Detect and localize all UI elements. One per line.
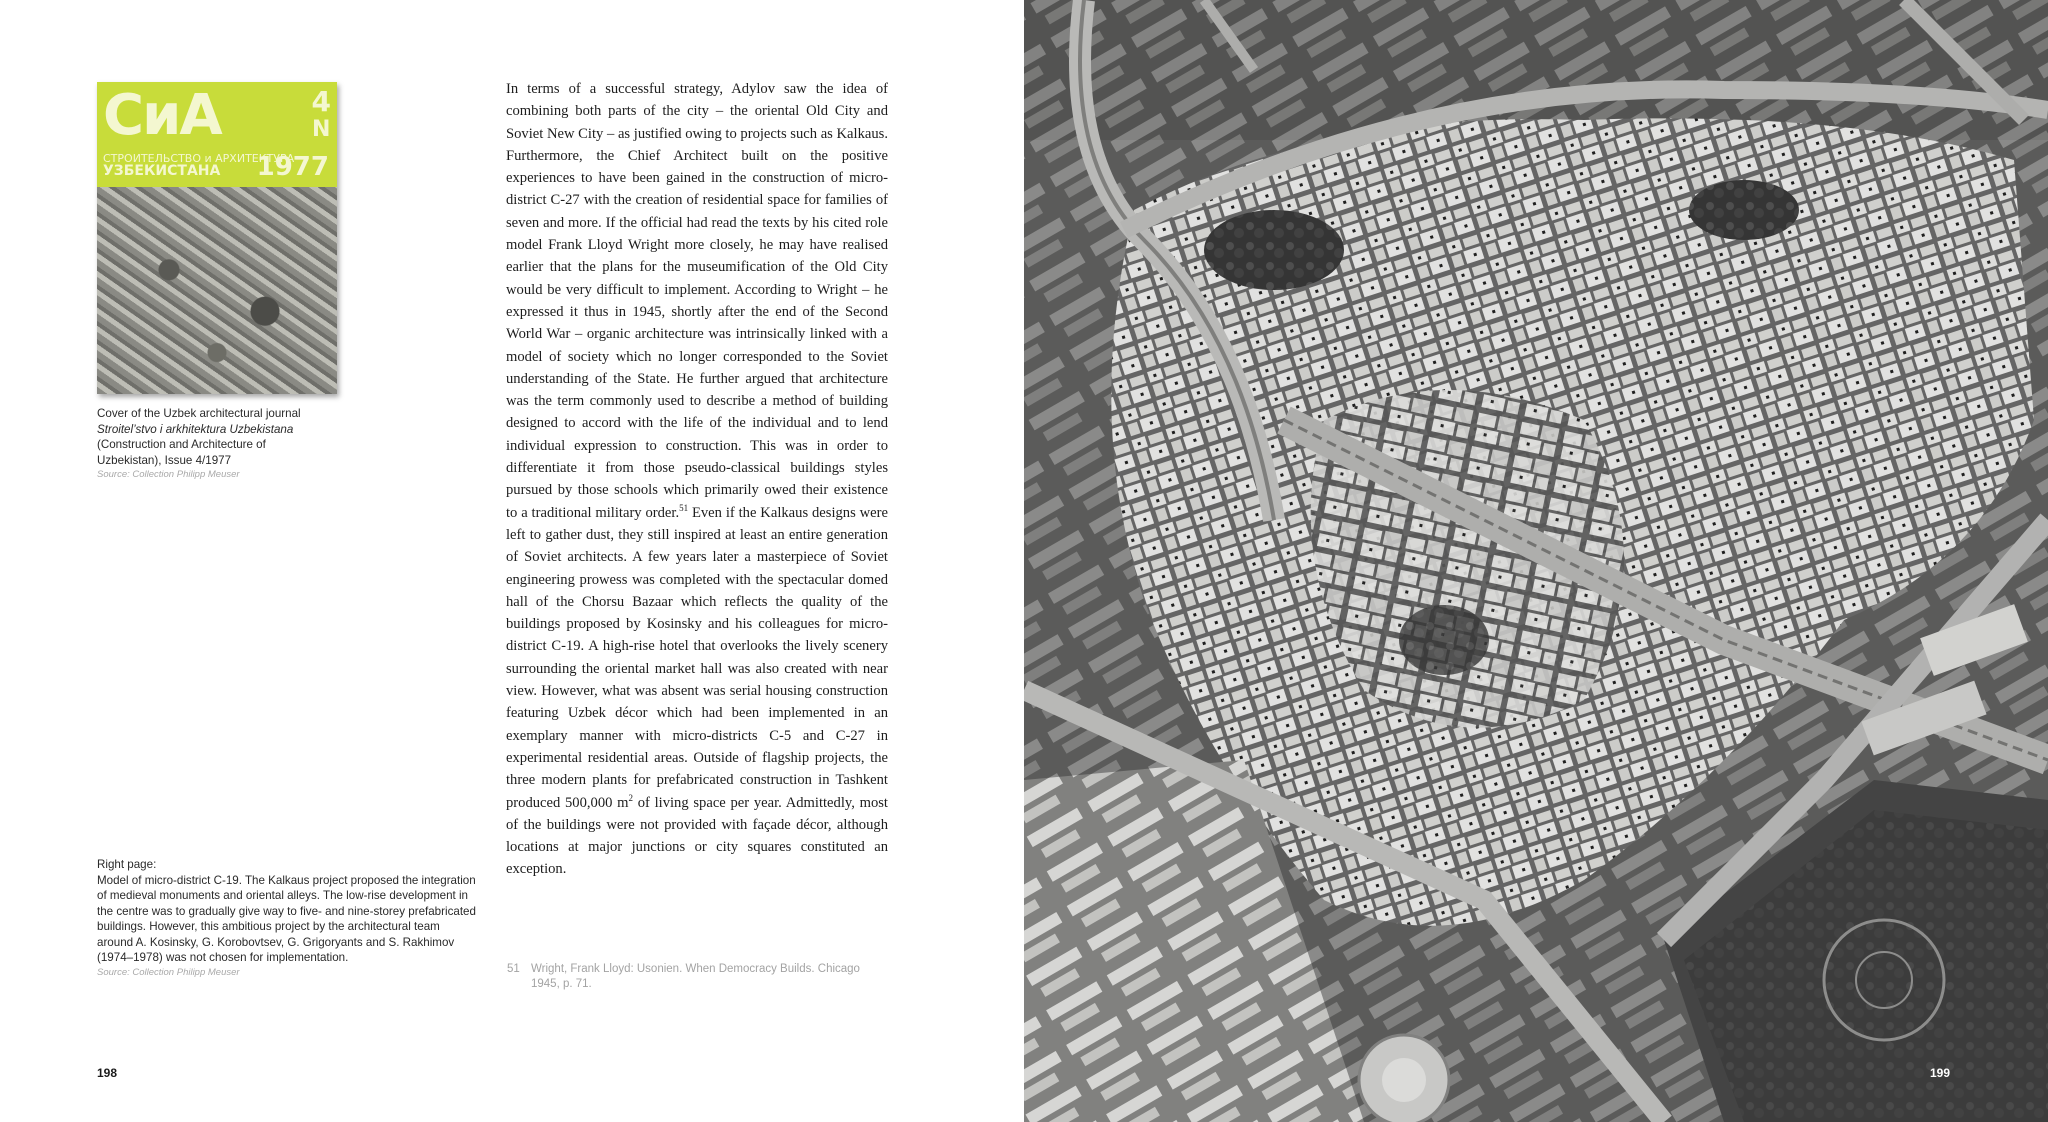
cover-caption-source: Source: Collection Philipp Meuser [97, 469, 240, 480]
model-caption-text: Model of micro-district C-19. The Kalkaus project proposed the integration of medieval monuments and oriental alleys. The low-rise development in the centre was to gradually give way to five- and nine-storey prefabricated buildings. However, this ambitious project by the architectural team around A. Kosinsky, G. Korobovtsev, G. Grigoryants and S. Rakhimov (1974–1978) was not chosen for implementation. [97, 873, 476, 964]
body-text-part1: In terms of a successful strategy, Adylov saw the idea of combining both parts of the city – the oriental Old City and Soviet New City – as justified owing to projects such as Kalkaus. Furthermore, the Chief Architect built on the positive experiences to have been gained in the construction of micro-district C-27 with the creation of residential space for families of seven and more. If the official had read the texts by his cited role model Frank Lloyd Wright more closely, he may have realised earlier that the plans for the museumification of the Old City would be very difficult to implement. According to Wright – he expressed it thus in 1945, shortly after the end of the Second World War – organic architecture was intrinsically linked with a model of society which no longer corresponded to the Soviet understanding of the State. He further argued that architecture was the term commonly used to describe a method of building designed to accord with the life of the individual and to lend individual expression to construction. This was in order to differentiate it from those pseudo-classical buildings styles pursued by those schools which primarily owed their existence to a traditional military order. [506, 81, 888, 521]
model-caption-source: Source: Collection Philipp Meuser [97, 966, 240, 978]
model-photograph [1024, 0, 2048, 1122]
cover-title-band [97, 82, 337, 187]
model-caption-heading: Right page: [97, 858, 157, 871]
page-number-left: 198 [97, 1066, 118, 1080]
cover-logo: СиА [103, 83, 221, 148]
journal-cover-image [97, 82, 337, 394]
cover-subtitle-line1: СТРОИТЕЛЬСТВО и АРХИТЕКТУРА [103, 152, 295, 165]
body-text-part3: of living space per year. Admittedly, most of the buildings were not provided with façade décor, although locations at major junctions or city squares constituted an exception. [506, 794, 888, 878]
unit-superscript: 2 [628, 792, 634, 803]
cover-photo [97, 187, 337, 394]
cover-subtitle-line2: УЗБЕКИСТАНА [103, 163, 221, 179]
cover-caption [97, 406, 357, 481]
model-caption [97, 857, 477, 979]
cover-caption-line2: Stroitel’stvo i arkhitektura Uzbekistana [97, 422, 294, 436]
cover-caption-line3: (Construction and Architecture of [97, 438, 266, 451]
footnote-reference: 51 [679, 502, 689, 513]
cover-caption-line1: Cover of the Uzbek architectural journal [97, 407, 301, 420]
page-number-right: 199 [1930, 1066, 1951, 1080]
footnote-number: 51 [507, 963, 520, 975]
cover-issue-digit: 4 [311, 85, 331, 118]
body-text-part2: Even if the Kalkaus designs were left to gather dust, they still inspired at least an entire generation of Soviet architects. A few years later a masterpiece of Soviet engineering prowess was completed with the spectacular domed hall of the Chorsu Bazaar which reflects the quality of the buildings proposed by Kosinsky and his colleagues for micro-district C-19. A high-rise hotel that overlooks the lively scenery surrounding the oriental market hall was also created with near view. However, what was absent was serial housing construction featuring Uzbek décor which had been implemented in an exemplary manner with micro-districts C-5 and C-27 in experimental residential areas. Outside of flagship projects, the three modern plants for prefabricated construction in Tashkent produced 500,000 m [506, 504, 888, 811]
cover-issue-number [311, 85, 331, 144]
cover-issue-suffix: N [312, 117, 331, 142]
cover-caption-line4: Uzbekistan), Issue 4/1977 [97, 453, 232, 467]
city-model-illustration [1024, 0, 2048, 1122]
footnote-text: Wright, Frank Lloyd: Usonien. When Democracy Builds. Chicago 1945, p. 71. [531, 963, 860, 990]
cover-year: 1977 [256, 152, 329, 182]
body-text [506, 78, 888, 881]
